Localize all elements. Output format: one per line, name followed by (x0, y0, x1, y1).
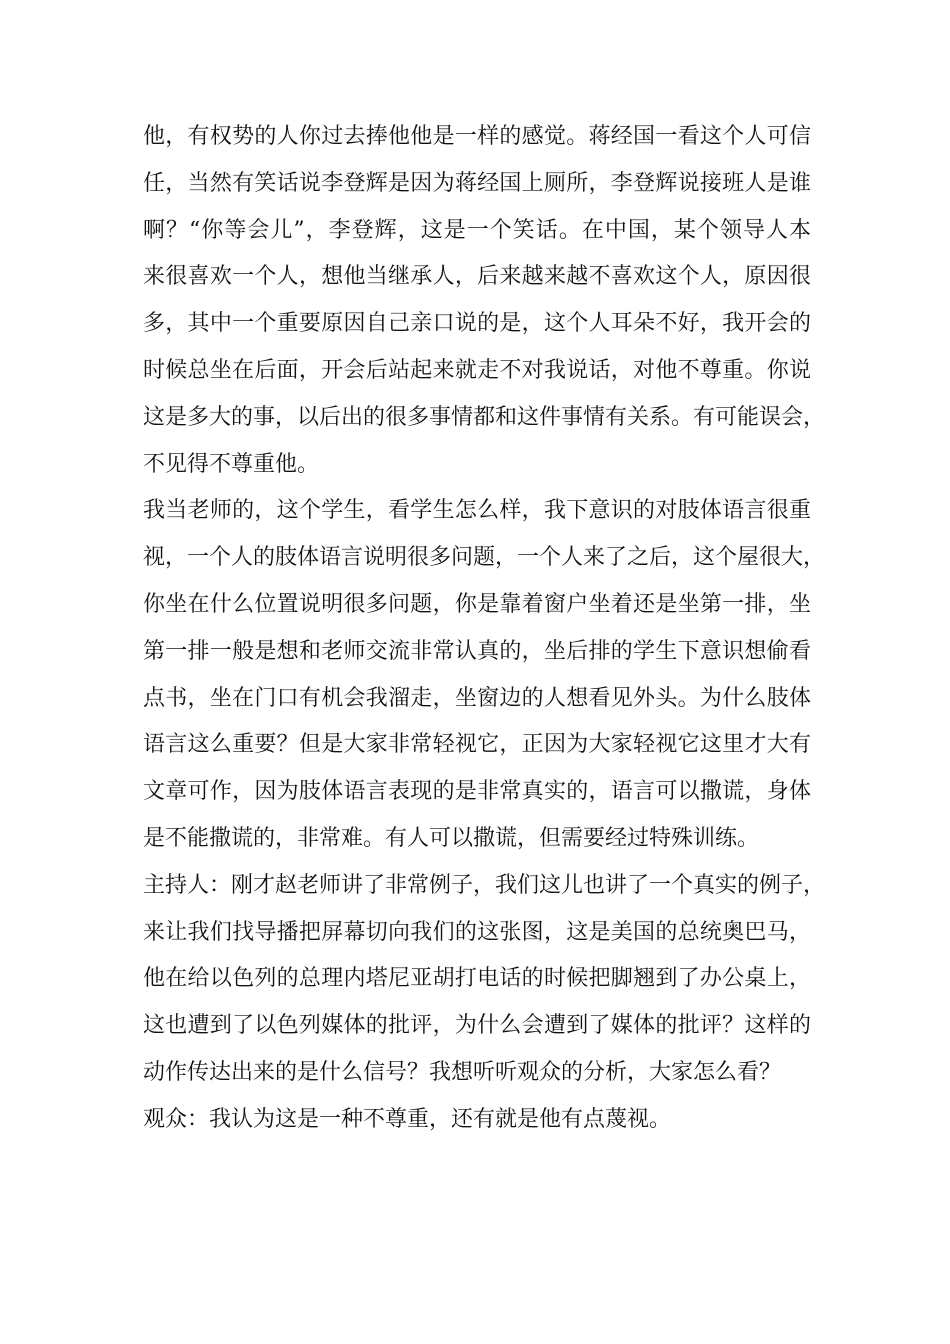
text-line: 点书，坐在门口有机会我溜走，坐窗边的人想看见外头。为什么肢体 (143, 685, 811, 711)
text-line: 来让我们找导播把屏幕切向我们的这张图，这是美国的总统奥巴马， (143, 919, 811, 945)
text-line: 这是多大的事，以后出的很多事情都和这件事情有关系。有可能误会， (143, 404, 826, 430)
text-line: 他，有权势的人你过去捧他他是一样的感觉。蒋经国一看这个人可信 (143, 124, 811, 149)
text-line: 动作传达出来的是什么信号？我想听听观众的分析，大家怎么看？ (143, 1059, 782, 1085)
paragraph-3 (143, 863, 826, 1097)
text-line: 文章可作，因为肢体语言表现的是非常真实的，语言可以撒谎，身体 (143, 779, 811, 805)
text-line: 啊？“你等会儿”，李登辉，这是一个笑话。在中国，某个领导人本 (143, 217, 811, 243)
text-line: 来很喜欢一个人，想他当继承人，后来越来越不喜欢这个人，原因很 (143, 264, 811, 290)
text-line: 他在给以色列的总理内塔尼亚胡打电话的时候把脚翘到了办公桌上， (143, 966, 811, 992)
paragraph-2 (143, 488, 826, 862)
text-line: 这也遭到了以色列媒体的批评，为什么会遭到了媒体的批评？这样的 (143, 1013, 811, 1039)
text-line: 不见得不尊重他。 (143, 451, 320, 477)
text-line: 视，一个人的肢体语言说明很多问题，一个人来了之后，这个屋很大， (143, 545, 826, 571)
document-body (143, 114, 826, 1144)
text-line: 时候总坐在后面，开会后站起来就走不对我说话，对他不尊重。你说 (143, 357, 811, 383)
text-line: 主持人：刚才赵老师讲了非常例子，我们这儿也讲了一个真实的例子， (143, 872, 826, 898)
text-line: 你坐在什么位置说明很多问题，你是靠着窗户坐着还是坐第一排，坐 (143, 591, 811, 617)
text-line: 任，当然有笑话说李登辉是因为蒋经国上厕所，李登辉说接班人是谁 (143, 170, 811, 196)
text-line: 多，其中一个重要原因自己亲口说的是，这个人耳朵不好，我开会的 (143, 311, 811, 337)
paragraph-4 (143, 1097, 811, 1144)
text-line: 我当老师的，这个学生，看学生怎么样，我下意识的对肢体语言很重 (143, 498, 811, 524)
text-line: 语言这么重要？但是大家非常轻视它，正因为大家轻视它这里才大有 (143, 732, 811, 758)
text-line: 观众：我认为这是一种不尊重，还有就是他有点蔑视。 (143, 1106, 672, 1132)
paragraph-1 (143, 114, 826, 488)
text-line: 第一排一般是想和老师交流非常认真的，坐后排的学生下意识想偷看 (143, 638, 811, 664)
text-line: 是不能撒谎的，非常难。有人可以撒谎，但需要经过特殊训练。 (143, 825, 760, 851)
